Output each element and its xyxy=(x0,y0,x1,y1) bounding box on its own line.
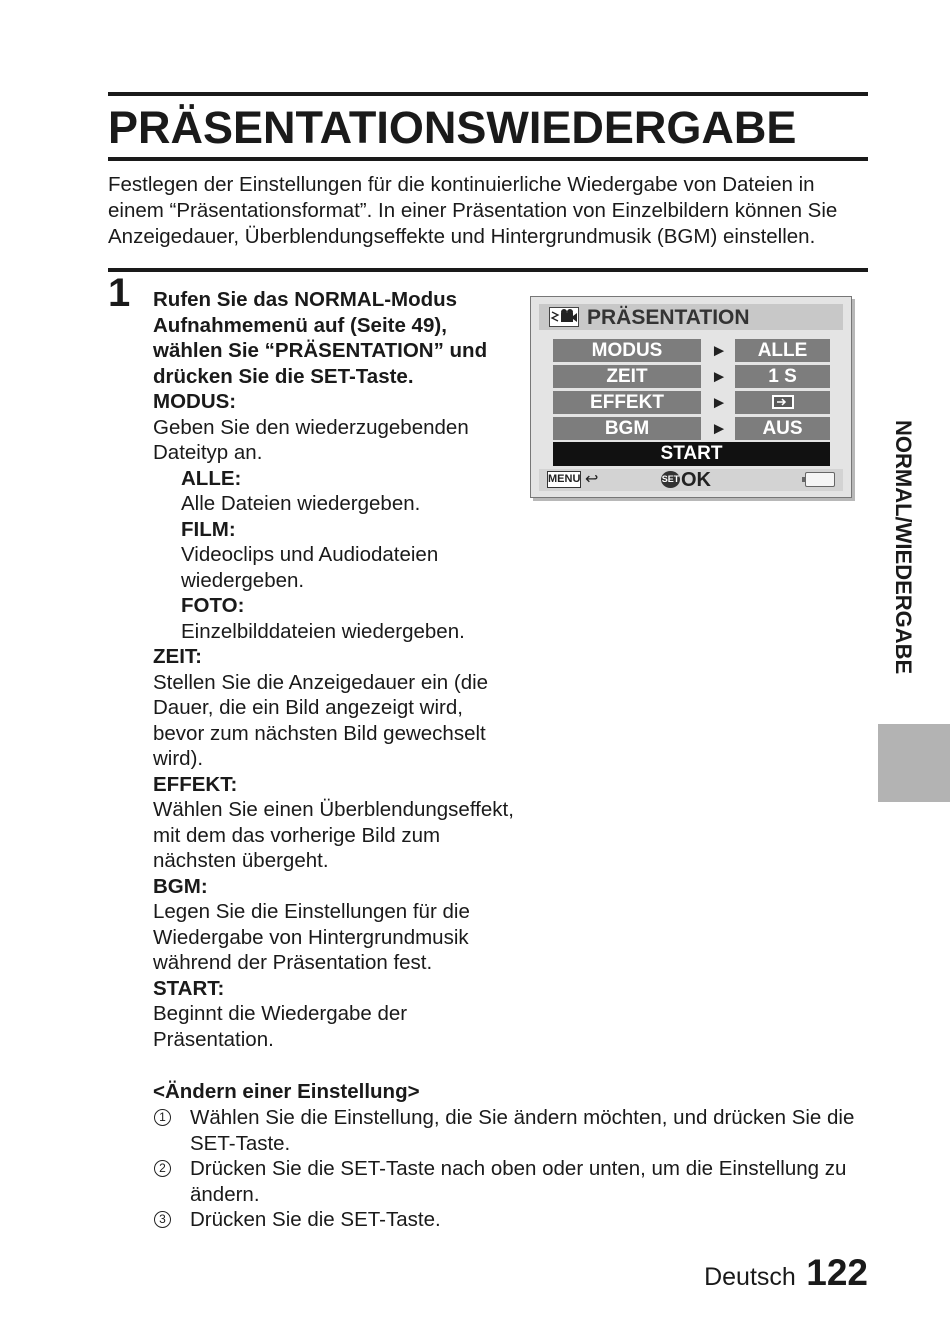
intro-paragraph: Festlegen der Einstellungen für die kontinuierliche Wiedergabe von Dateien in einem “Präsentationsformat”. In einer Präsentation von Einzelbildern können Sie Anzeigedauer, Überblendungseffekte und Hintergrundmusik (BGM) einstellen. xyxy=(108,173,838,248)
circled-number-1: 1 xyxy=(154,1109,171,1126)
menu-row-zeit-value[interactable]: 1 S xyxy=(735,365,830,388)
step-number: 1 xyxy=(108,271,131,315)
effekt-heading: EFFEKT: xyxy=(153,772,238,796)
menu-row-effekt-arrow-icon: ► xyxy=(710,393,728,412)
slideshow-film-icon xyxy=(549,307,579,327)
bgm-text: Legen Sie die Einstellungen für die Wiedergabe von Hintergrundmusik während der Präsentation fest. xyxy=(153,900,470,974)
battery-icon xyxy=(805,472,835,487)
menu-row-modus-label[interactable]: MODUS xyxy=(553,339,701,362)
camera-menu-screen xyxy=(530,296,852,498)
start-text: Beginnt die Wiedergabe der Präsentation. xyxy=(153,1002,408,1051)
step-rule xyxy=(108,268,868,272)
list-item-text: Drücken Sie die SET-Taste. xyxy=(190,1208,441,1231)
effekt-text: Wählen Sie einen Überblendungseffekt, mit dem das vorherige Bild zum nächsten übergeht. xyxy=(153,798,514,872)
page-title: PRÄSENTATIONSWIEDERGABE xyxy=(108,102,797,153)
foto-text: Einzelbilddateien wiedergeben. xyxy=(181,619,465,643)
start-heading: START: xyxy=(153,976,225,1000)
menu-row-zeit-label[interactable]: ZEIT xyxy=(553,365,701,388)
alle-heading: ALLE: xyxy=(181,466,242,490)
transition-effect-icon xyxy=(772,395,794,409)
menu-row-bgm-value[interactable]: AUS xyxy=(735,417,830,440)
page-footer xyxy=(704,1252,868,1294)
menu-row-bgm-arrow-icon: ► xyxy=(710,419,728,438)
list-item xyxy=(153,1207,873,1233)
screen-bottom-bar xyxy=(539,469,843,491)
alle-text: Alle Dateien wiedergeben. xyxy=(181,492,421,515)
page-number: 122 xyxy=(806,1252,868,1293)
modus-text: Geben Sie den wiederzugebenden Dateityp an. xyxy=(153,415,469,464)
circled-number-2: 2 xyxy=(154,1160,171,1177)
screen-title: PRÄSENTATION xyxy=(587,306,750,329)
start-menu-item[interactable]: START xyxy=(553,442,830,466)
film-text: Videoclips und Audiodateien wiedergeben. xyxy=(181,543,439,592)
menu-row-effekt-value[interactable] xyxy=(735,391,830,414)
zeit-heading: ZEIT: xyxy=(153,645,202,668)
ok-label: OK xyxy=(681,469,711,491)
section-side-tab-marker xyxy=(878,724,950,802)
title-top-rule xyxy=(108,92,868,96)
bgm-heading: BGM: xyxy=(153,874,208,898)
circled-number-3: 3 xyxy=(154,1211,171,1228)
step-instruction: Rufen Sie das NORMAL-Modus Aufnahmemenü auf (Seite 49), wählen Sie “PRÄSENTATION” und drücken Sie die SET-Taste. xyxy=(153,288,488,388)
list-item-text: Wählen Sie die Einstellung, die Sie ändern möchten, und drücken Sie die SET-Taste. xyxy=(190,1106,855,1155)
return-icon: ↩ xyxy=(585,471,599,488)
menu-row-modus-value[interactable]: ALLE xyxy=(735,339,830,362)
title-bottom-rule xyxy=(108,157,868,161)
menu-row-bgm-label[interactable]: BGM xyxy=(553,417,701,440)
zeit-text: Stellen Sie die Anzeigedauer ein (die Dauer, die ein Bild angezeigt wird, bevor zum nächsten Bild gewechselt wird). xyxy=(153,670,489,770)
screen-title-bar xyxy=(539,304,843,330)
set-button-icon: SET xyxy=(661,471,680,488)
menu-row-zeit-arrow-icon: ► xyxy=(710,367,728,386)
foto-heading: FOTO: xyxy=(181,594,245,617)
change-setting-heading: <Ändern einer Einstellung> xyxy=(153,1080,420,1103)
film-heading: FILM: xyxy=(181,517,236,541)
footer-language: Deutsch xyxy=(704,1263,796,1291)
list-item-text: Drücken Sie die SET-Taste nach oben oder unten, um die Einstellung zu ändern. xyxy=(190,1157,847,1206)
section-side-tab: NORMAL/WIEDERGABE xyxy=(891,420,916,675)
menu-row-effekt-label[interactable]: EFFEKT xyxy=(553,391,701,414)
menu-button-icon: MENU xyxy=(547,471,581,488)
step-body xyxy=(153,287,533,1052)
change-setting-steps xyxy=(153,1105,873,1233)
list-item xyxy=(153,1105,873,1156)
menu-row-modus-arrow-icon: ► xyxy=(710,341,728,360)
list-item xyxy=(153,1156,873,1207)
modus-heading: MODUS: xyxy=(153,390,237,413)
